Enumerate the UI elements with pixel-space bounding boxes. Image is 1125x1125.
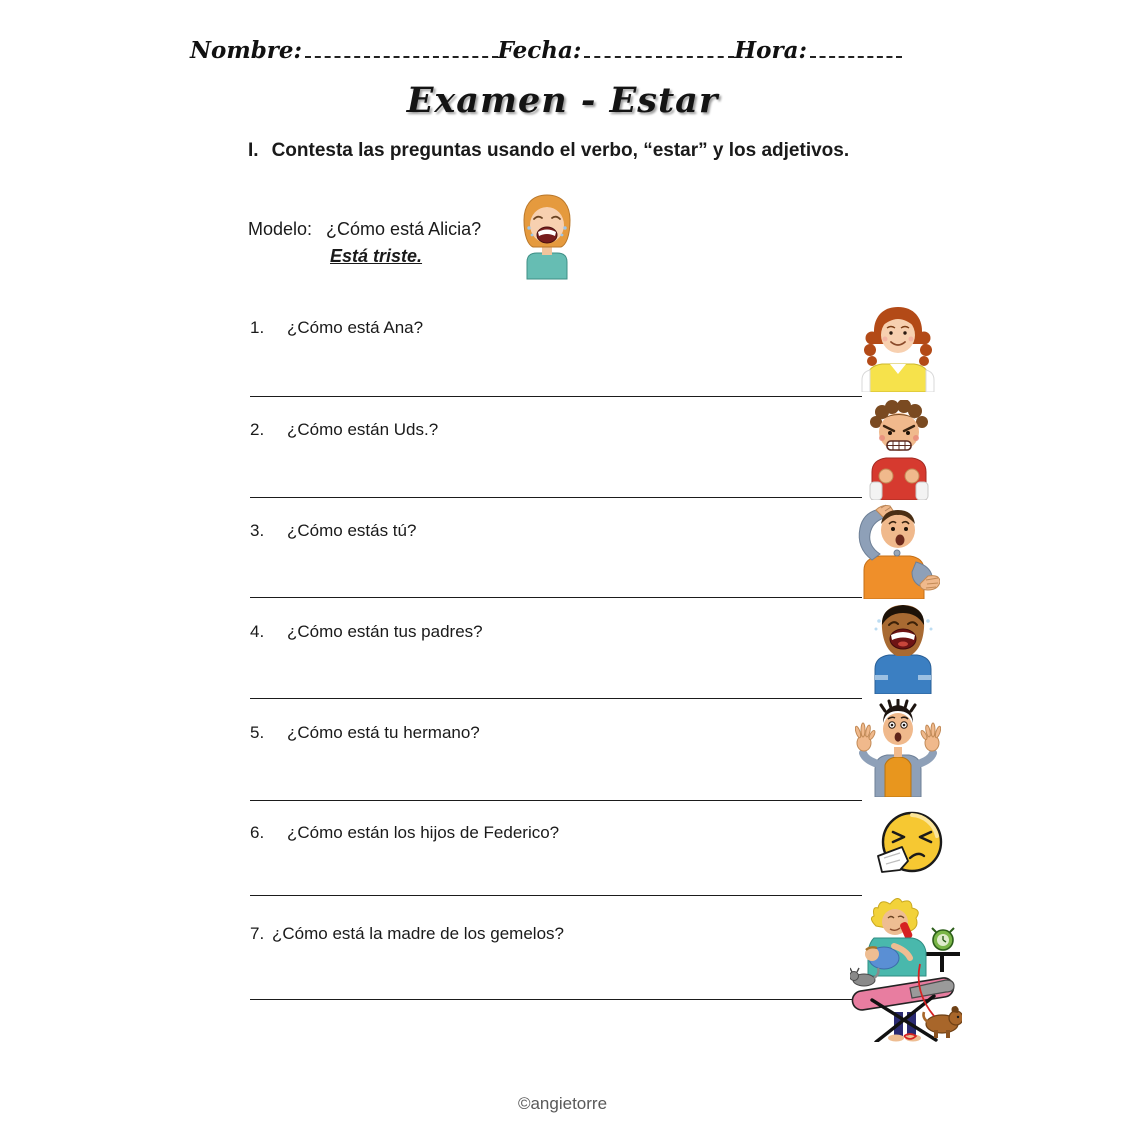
model-question: ¿Cómo está Alicia? <box>326 219 482 239</box>
page-title: Examen - Estar <box>406 80 719 121</box>
surprised-man-illustration <box>855 699 941 797</box>
busy-mother-icon <box>850 892 962 1042</box>
model-label: Modelo: <box>248 219 313 239</box>
question-number: 4. <box>250 622 265 641</box>
name-label: Nombre: <box>190 37 303 64</box>
question-text: ¿Cómo están tus padres? <box>287 622 483 641</box>
hour-blank-line <box>810 56 902 58</box>
crying-girl-icon <box>517 192 577 280</box>
instruction-text: Contesta las preguntas usando el verbo, “estar” y los adjetivos. <box>271 140 850 161</box>
question-text: ¿Cómo está tu hermano? <box>287 723 480 742</box>
section-number: I. <box>248 140 259 161</box>
question-text: ¿Cómo están Uds.? <box>287 420 439 439</box>
question-number: 3. <box>250 521 265 540</box>
model-line <box>248 219 481 240</box>
answer-line <box>250 800 862 801</box>
model-answer: Está triste. <box>330 246 423 266</box>
question-number: 5. <box>250 723 265 742</box>
question-text: ¿Cómo estás tú? <box>287 521 417 540</box>
crying-man-icon <box>867 601 940 694</box>
question-text: ¿Cómo están los hijos de Federico? <box>287 823 560 842</box>
date-blank-line <box>584 56 734 58</box>
question-number: 2. <box>250 420 265 439</box>
answer-line <box>250 396 862 397</box>
copyright-footer: ©angietorre <box>517 1094 608 1113</box>
name-blank-line <box>305 56 498 58</box>
question-number: 7. <box>250 924 265 943</box>
busy-mother-illustration <box>850 892 962 1042</box>
happy-girl-with-braids-illustration <box>858 304 938 392</box>
question-number: 1. <box>250 318 265 337</box>
question-number: 6. <box>250 823 265 842</box>
crying-girl-illustration <box>517 192 577 280</box>
date-label: Fecha: <box>497 37 582 64</box>
crying-man-illustration <box>867 601 940 694</box>
answer-line <box>250 597 862 598</box>
answer-line <box>250 698 862 699</box>
section-instruction <box>248 140 849 162</box>
header-row <box>190 38 902 63</box>
hour-label: Hora: <box>734 37 807 64</box>
surprised-man-icon <box>855 699 941 797</box>
sneezing-emoji-icon <box>876 806 944 889</box>
sneezing-emoji-illustration <box>876 806 944 889</box>
question-text: ¿Cómo está la madre de los gemelos? <box>272 924 564 943</box>
angry-boy-illustration <box>862 400 936 500</box>
answer-line <box>250 999 862 1000</box>
answer-line <box>250 895 862 896</box>
answer-line <box>250 497 862 498</box>
confused-man-icon <box>850 502 940 599</box>
question-text: ¿Cómo está Ana? <box>287 318 424 337</box>
confused-man-illustration <box>850 502 940 599</box>
angry-boy-icon <box>862 400 936 500</box>
happy-girl-icon <box>858 304 938 392</box>
